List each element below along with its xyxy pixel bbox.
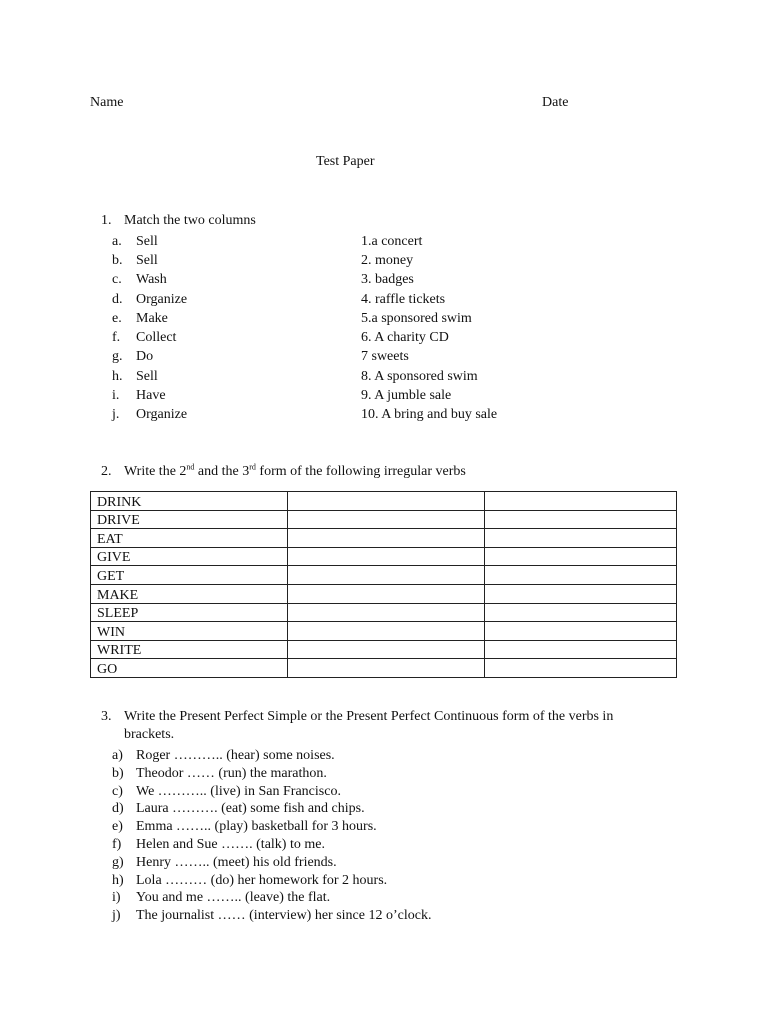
verb-cell: EAT (91, 529, 288, 548)
section2-instruction: Write the 2nd and the 3rd form of the following irregular verbs (124, 462, 466, 479)
exercise-sentence: Helen and Sue ……. (talk) to me. (136, 837, 325, 852)
exercise-item (0, 908, 768, 926)
exercise-letter: f) (112, 837, 122, 852)
match-option: 10. A bring and buy sale (361, 407, 498, 422)
exercise-item (0, 873, 768, 891)
match-verb: Have (136, 388, 166, 403)
second-form-cell[interactable] (288, 584, 485, 603)
table-row (91, 640, 677, 659)
table-row (91, 622, 677, 641)
verb-cell: WRITE (91, 640, 288, 659)
page-title: Test Paper (316, 154, 375, 169)
irregular-verbs-table (90, 491, 677, 678)
match-letter: d. (112, 292, 123, 307)
exercise-item (0, 801, 768, 819)
match-option: 7 sweets (361, 349, 409, 364)
exercise-sentence: Theodor …… (run) the marathon. (136, 766, 327, 781)
exercise-sentence: We ……….. (live) in San Francisco. (136, 784, 341, 799)
exercise-sentence: The journalist …… (interview) her since 12 o’clock. (136, 908, 432, 923)
match-item (0, 407, 768, 426)
exercise-sentence: Henry …….. (meet) his old friends. (136, 855, 337, 870)
exercise-letter: g) (112, 855, 124, 870)
verb-cell: WIN (91, 622, 288, 641)
table-row (91, 492, 677, 511)
match-item (0, 253, 768, 272)
verb-cell: DRINK (91, 492, 288, 511)
third-form-cell[interactable] (485, 659, 677, 678)
section3-instruction-line1: Write the Present Perfect Simple or the Present Perfect Continuous form of the verbs in (124, 709, 614, 724)
verb-cell: GIVE (91, 547, 288, 566)
match-option: 9. A jumble sale (361, 388, 452, 403)
exercise-letter: c) (112, 784, 123, 799)
table-row (91, 529, 677, 548)
exercise-letter: j) (112, 908, 121, 923)
match-item (0, 369, 768, 388)
match-item (0, 388, 768, 407)
match-option: 2. money (361, 253, 414, 268)
match-verb: Sell (136, 253, 158, 268)
exercise-letter: b) (112, 766, 124, 781)
exercise-item (0, 855, 768, 873)
third-form-cell[interactable] (485, 622, 677, 641)
match-letter: g. (112, 349, 123, 364)
match-letter: b. (112, 253, 123, 268)
match-option: 4. raffle tickets (361, 292, 446, 307)
exercise-item (0, 890, 768, 908)
match-item (0, 292, 768, 311)
second-form-cell[interactable] (288, 529, 485, 548)
match-letter: i. (112, 388, 120, 403)
verb-cell: MAKE (91, 584, 288, 603)
second-form-cell[interactable] (288, 640, 485, 659)
second-form-cell[interactable] (288, 510, 485, 529)
match-item (0, 311, 768, 330)
match-letter: c. (112, 272, 122, 287)
second-form-cell[interactable] (288, 603, 485, 622)
exercise-sentence: You and me …….. (leave) the flat. (136, 890, 331, 905)
match-letter: f. (112, 330, 121, 345)
match-item (0, 330, 768, 349)
exercise-item (0, 784, 768, 802)
match-option: 8. A sponsored swim (361, 369, 478, 384)
exercise-sentence: Lola ……… (do) her homework for 2 hours. (136, 873, 388, 888)
match-verb: Organize (136, 292, 188, 307)
table-row (91, 584, 677, 603)
match-letter: a. (112, 234, 122, 249)
third-form-cell[interactable] (485, 584, 677, 603)
match-option: 5.a sponsored swim (361, 311, 472, 326)
third-form-cell[interactable] (485, 492, 677, 511)
section2-number: 2. (101, 464, 112, 479)
exercise-item (0, 819, 768, 837)
second-form-cell[interactable] (288, 622, 485, 641)
verb-cell: SLEEP (91, 603, 288, 622)
third-form-cell[interactable] (485, 603, 677, 622)
match-item (0, 272, 768, 291)
exercise-letter: i) (112, 890, 121, 905)
exercise-item (0, 748, 768, 766)
match-option: 6. A charity CD (361, 330, 449, 345)
match-verb: Sell (136, 369, 158, 384)
third-form-cell[interactable] (485, 566, 677, 585)
second-form-cell[interactable] (288, 566, 485, 585)
second-form-cell[interactable] (288, 492, 485, 511)
section1-number: 1. (101, 213, 112, 228)
third-form-cell[interactable] (485, 640, 677, 659)
match-verb: Collect (136, 330, 177, 345)
exercise-item (0, 766, 768, 784)
third-form-cell[interactable] (485, 510, 677, 529)
exercise-sentence: Emma …….. (play) basketball for 3 hours. (136, 819, 377, 834)
exercise-sentence: Laura ………. (eat) some fish and chips. (136, 801, 365, 816)
exercise-letter: d) (112, 801, 124, 816)
match-option: 1.a concert (361, 234, 423, 249)
exercise-sentence: Roger ……….. (hear) some noises. (136, 748, 335, 763)
table-row (91, 566, 677, 585)
match-verb: Wash (136, 272, 167, 287)
second-form-cell[interactable] (288, 659, 485, 678)
table-row (91, 603, 677, 622)
match-item (0, 349, 768, 368)
match-verb: Make (136, 311, 168, 326)
verb-cell: GET (91, 566, 288, 585)
third-form-cell[interactable] (485, 529, 677, 548)
verb-cell: GO (91, 659, 288, 678)
table-row (91, 547, 677, 566)
match-letter: j. (112, 407, 120, 422)
match-verb: Organize (136, 407, 188, 422)
exercise-letter: a) (112, 748, 123, 763)
match-letter: e. (112, 311, 122, 326)
exercise-letter: e) (112, 819, 123, 834)
match-verb: Do (136, 349, 154, 364)
table-row (91, 510, 677, 529)
exercise-item (0, 837, 768, 855)
section1-instruction: Match the two columns (124, 213, 256, 228)
table-row (91, 659, 677, 678)
exercise-letter: h) (112, 873, 124, 888)
second-form-cell[interactable] (288, 547, 485, 566)
section3-instruction-line2: brackets. (124, 727, 175, 742)
match-option: 3. badges (361, 272, 414, 287)
verb-cell: DRIVE (91, 510, 288, 529)
match-verb: Sell (136, 234, 158, 249)
date-label: Date (542, 95, 569, 110)
match-item (0, 234, 768, 253)
match-letter: h. (112, 369, 123, 384)
third-form-cell[interactable] (485, 547, 677, 566)
name-label: Name (90, 95, 124, 110)
section3-number: 3. (101, 709, 112, 724)
